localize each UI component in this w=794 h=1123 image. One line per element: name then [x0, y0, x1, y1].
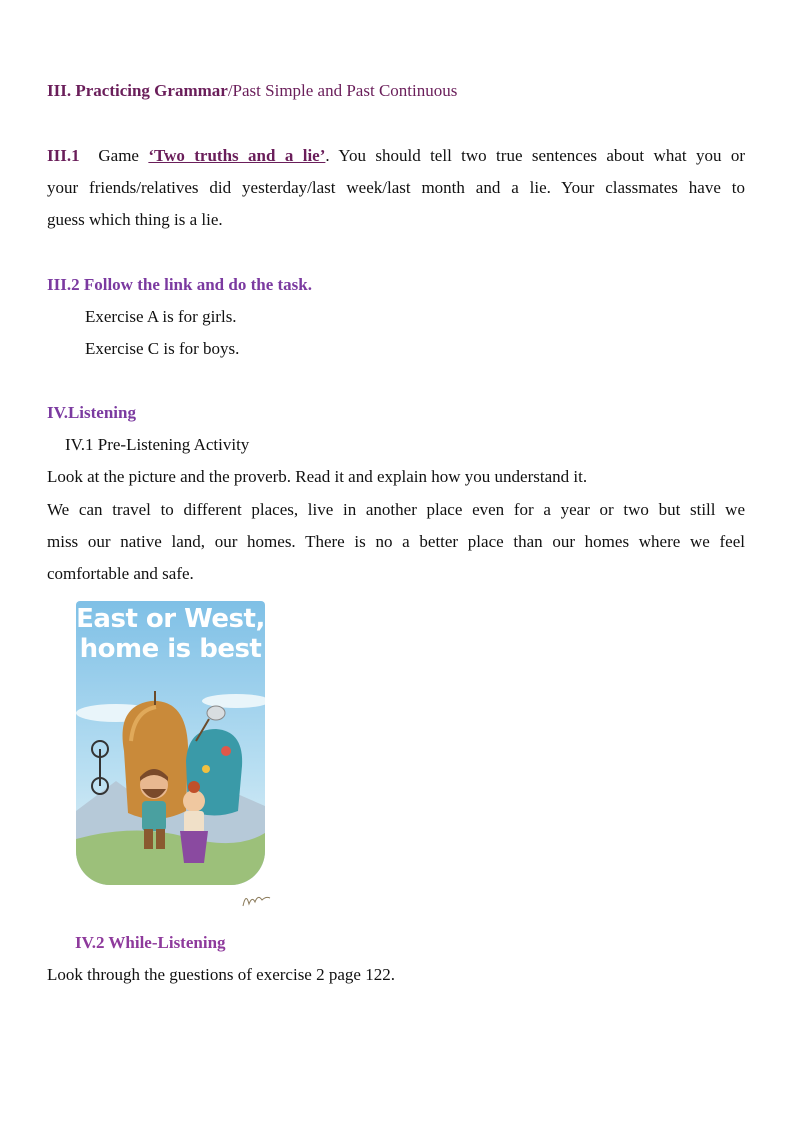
paragraph-line-3: comfortable and safe. [47, 564, 194, 583]
pre-listening-instruction: Look at the picture and the proverb. Read it and explain how you understand it. [47, 467, 588, 486]
woman [183, 790, 205, 812]
task-3-2-heading: III.2 Follow the link and do the task. [47, 275, 312, 294]
task-3-1-line-1-rest: . You should tell two true sentences about what you or [325, 146, 746, 165]
proverb-poster [76, 601, 265, 885]
poster-title-line-1: East or West, [76, 604, 265, 634]
task-3-1-line-1 [47, 145, 745, 167]
section-3-heading-rest: /Past Simple and Past Continuous [227, 81, 458, 100]
poster-title-line-2: home is best [79, 634, 262, 664]
task-3-1-line-3: guess which thing is a lie. [47, 210, 223, 229]
section-4-heading: IV.Listening [47, 403, 136, 422]
section-3-heading [47, 80, 457, 102]
pre-listening-heading: IV.1 Pre-Listening Activity [65, 435, 250, 454]
paragraph-line-2: miss our native land, our homes. There is no a better place than our homes where we feel [47, 532, 745, 551]
artist-signature-icon [240, 888, 274, 912]
task-3-1-game-word: Game [98, 146, 139, 165]
exercise-a-line: Exercise A is for girls. [85, 307, 237, 326]
exercise-c-line: Exercise C is for boys. [85, 339, 240, 358]
task-3-1-line-2: your friends/relatives did yesterday/last week/last month and a lie. Your classmates have to [47, 178, 745, 197]
section-3-heading-bold: III. Practicing Grammar [47, 81, 228, 100]
task-3-1-game-title[interactable]: ‘Two truths and a lie’ [148, 146, 326, 165]
while-listening-instruction: Look through the guestions of exercise 2 page 122. [47, 965, 395, 984]
paragraph-line-1: We can travel to different places, live in another place even for a year or two but still we [47, 500, 745, 519]
task-3-1-number: III.1 [47, 146, 80, 165]
while-listening-heading: IV.2 While-Listening [75, 933, 226, 952]
net [207, 706, 225, 720]
